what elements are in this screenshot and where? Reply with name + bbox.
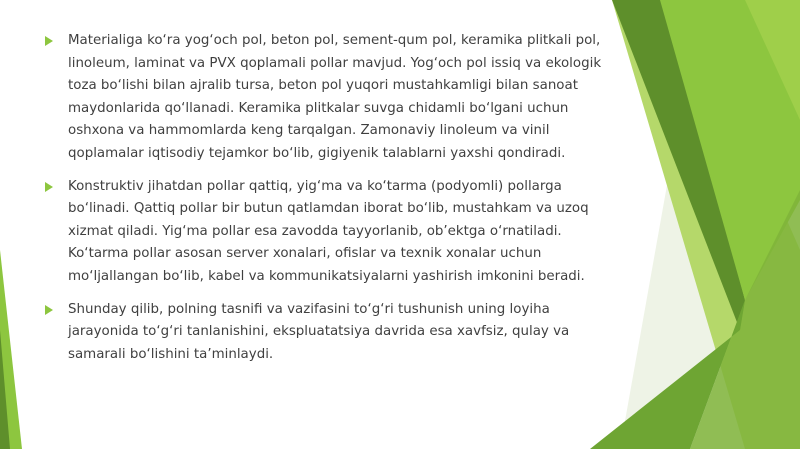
bullet-item xyxy=(44,176,604,289)
bullet-list xyxy=(44,30,604,376)
bullet-arrow-icon xyxy=(45,182,53,192)
bullet-item xyxy=(44,299,604,367)
bullet-item xyxy=(44,30,604,166)
bullet-text: Materialiga ko‘ra yog‘och pol, beton pol, sement-qum pol, keramika plitkali pol, linoleum, laminat va PVX qoplamali pollar mavjud. Yog‘och pol issiq va ekologik toza bo‘lishi bilan ajralib tursa, beton pol yuqori mustahkamligi bilan sanoat maydonlarida qo‘llanadi. Keramika plitkalar suvga chidamli bo‘lgani uchun oshxona va hammomlarda keng tarqalgan. Zamonaviy linoleum va vinil qoplamalar iqtisodiy tejamkor bo‘lib, gigiyenik talablarni yaxshi qondiradi. xyxy=(68,33,602,161)
bullet-arrow-icon xyxy=(45,305,53,315)
bullet-text: Konstruktiv jihatdan pollar qattiq, yig‘ma va ko‘tarma (podyomli) pollarga bo‘linadi. Qattiq pollar bir butun qatlamdan iborat bo‘lib, mustahkam va uzoq xizmat qiladi. Yig‘ma pollar esa zavodda tayyorlanib, ob’ektga o‘rnatiladi. Ko‘tarma pollar asosan server xonalari, ofislar va texnik xonalar uchun mo‘ljallangan bo‘lib, kabel va kommunikatsiyalarni yashirish imkonini beradi. xyxy=(68,178,589,284)
bullet-arrow-icon xyxy=(45,36,53,46)
bullet-text: Shunday qilib, polning tasnifi va vazifasini to‘g‘ri tushunish uning loyiha jarayonida to‘g‘ri tanlanishini, ekspluatatsiya davrida esa xavfsiz, qulay va samarali bo‘lishini ta’minlaydi. xyxy=(68,301,570,362)
